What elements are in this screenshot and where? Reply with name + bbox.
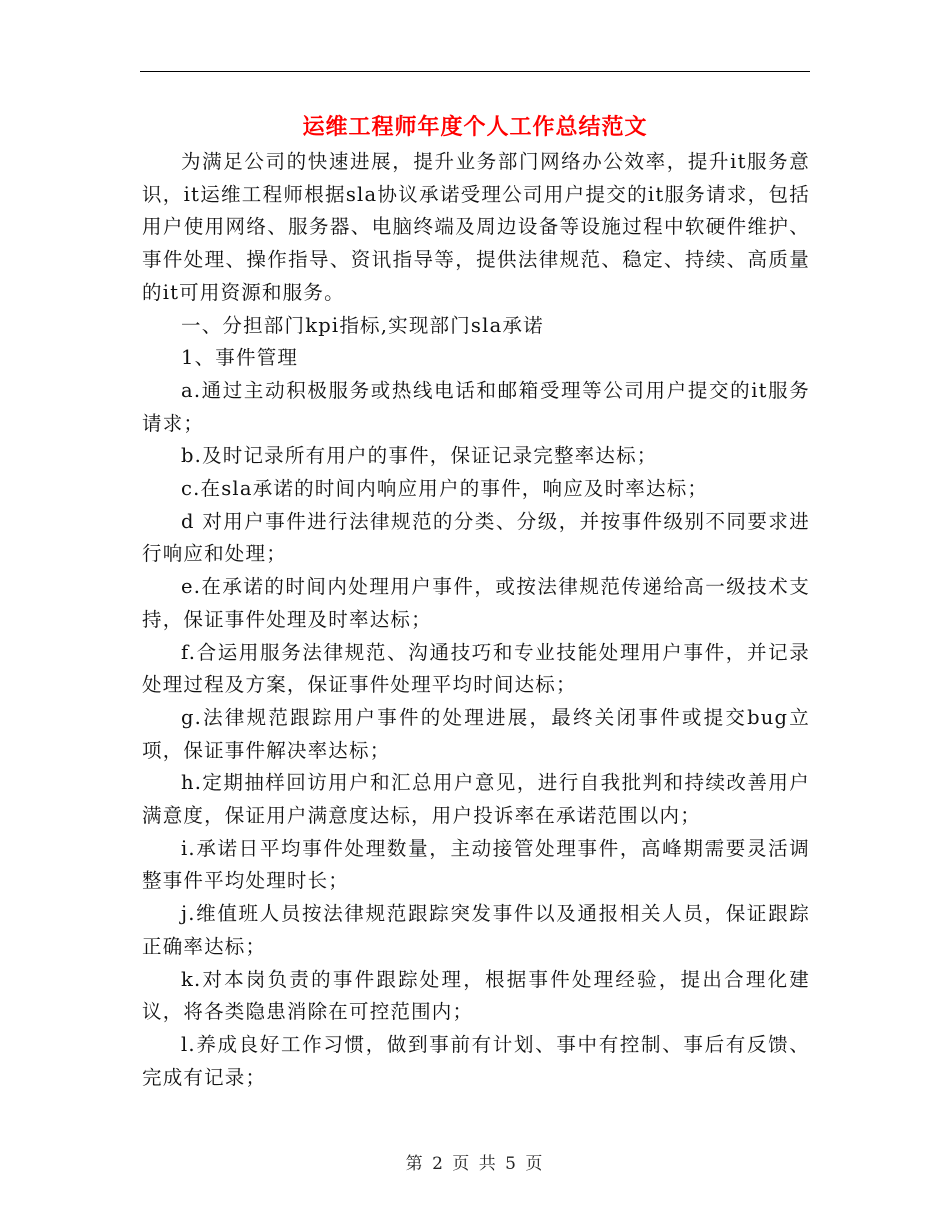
list-item: e.在承诺的时间内处理用户事件，或按法律规范传递给高一级技术支持，保证事件处理及时率达标； — [142, 575, 810, 631]
paragraph-intro: 为满足公司的快速进展，提升业务部门网络办公效率，提升it服务意识，it运维工程师根据sla协议承诺受理公司用户提交的it服务请求，包括用户使用网络、服务器、电脑终端及周边设备等设施过程中软硬件维护、事件处理、操作指导、资讯指导等，提供法律规范、稳定、持续、高质量的it可用资源和服务。 — [142, 150, 810, 304]
header-rule — [140, 71, 810, 72]
list-item: a.通过主动积极服务或热线电话和邮箱受理等公司用户提交的it服务请求； — [142, 378, 810, 435]
list-item: j.维值班人员按法律规范跟踪突发事件以及通报相关人员，保证跟踪正确率达标； — [142, 902, 810, 958]
document-body — [142, 146, 810, 1094]
list-item: i.承诺日平均事件处理数量，主动接管处理事件，高峰期需要灵活调整事件平均处理时长； — [142, 836, 810, 893]
document-title: 运维工程师年度个人工作总结范文 — [302, 114, 648, 140]
list-item: c.在sla承诺的时间内响应用户的事件，响应及时率达标； — [181, 477, 709, 501]
list-item: g.法律规范跟踪用户事件的处理进展，最终关闭事件或提交bug立项，保证事件解决率达标； — [142, 705, 810, 762]
list-item: h.定期抽样回访用户和汇总用户意见，进行自我批判和持续改善用户满意度，保证用户满意度达标，用户投诉率在承诺范围以内； — [142, 771, 810, 828]
list-item: f.合运用服务法律规范、沟通技巧和专业技能处理用户事件，并记录处理过程及方案，保证事件处理平均时间达标； — [142, 640, 810, 697]
section-heading: 一、分担部门kpi指标,实现部门sla承诺 — [181, 313, 544, 337]
subsection-heading: 1、事件管理 — [181, 346, 299, 370]
list-item: d 对用户事件进行法律规范的分类、分级，并按事件级别不同要求进行响应和处理； — [142, 509, 810, 566]
list-item: l.养成良好工作习惯，做到事前有计划、事中有控制、事后有反馈、完成有记录； — [142, 1032, 810, 1089]
page-number: 第 2 页 共 5 页 — [405, 1154, 545, 1174]
list-item: k.对本岗负责的事件跟踪处理，根据事件处理经验，提出合理化建议，将各类隐患消除在可控范围内； — [142, 967, 810, 1024]
list-item: b.及时记录所有用户的事件，保证记录完整率达标； — [181, 444, 658, 468]
